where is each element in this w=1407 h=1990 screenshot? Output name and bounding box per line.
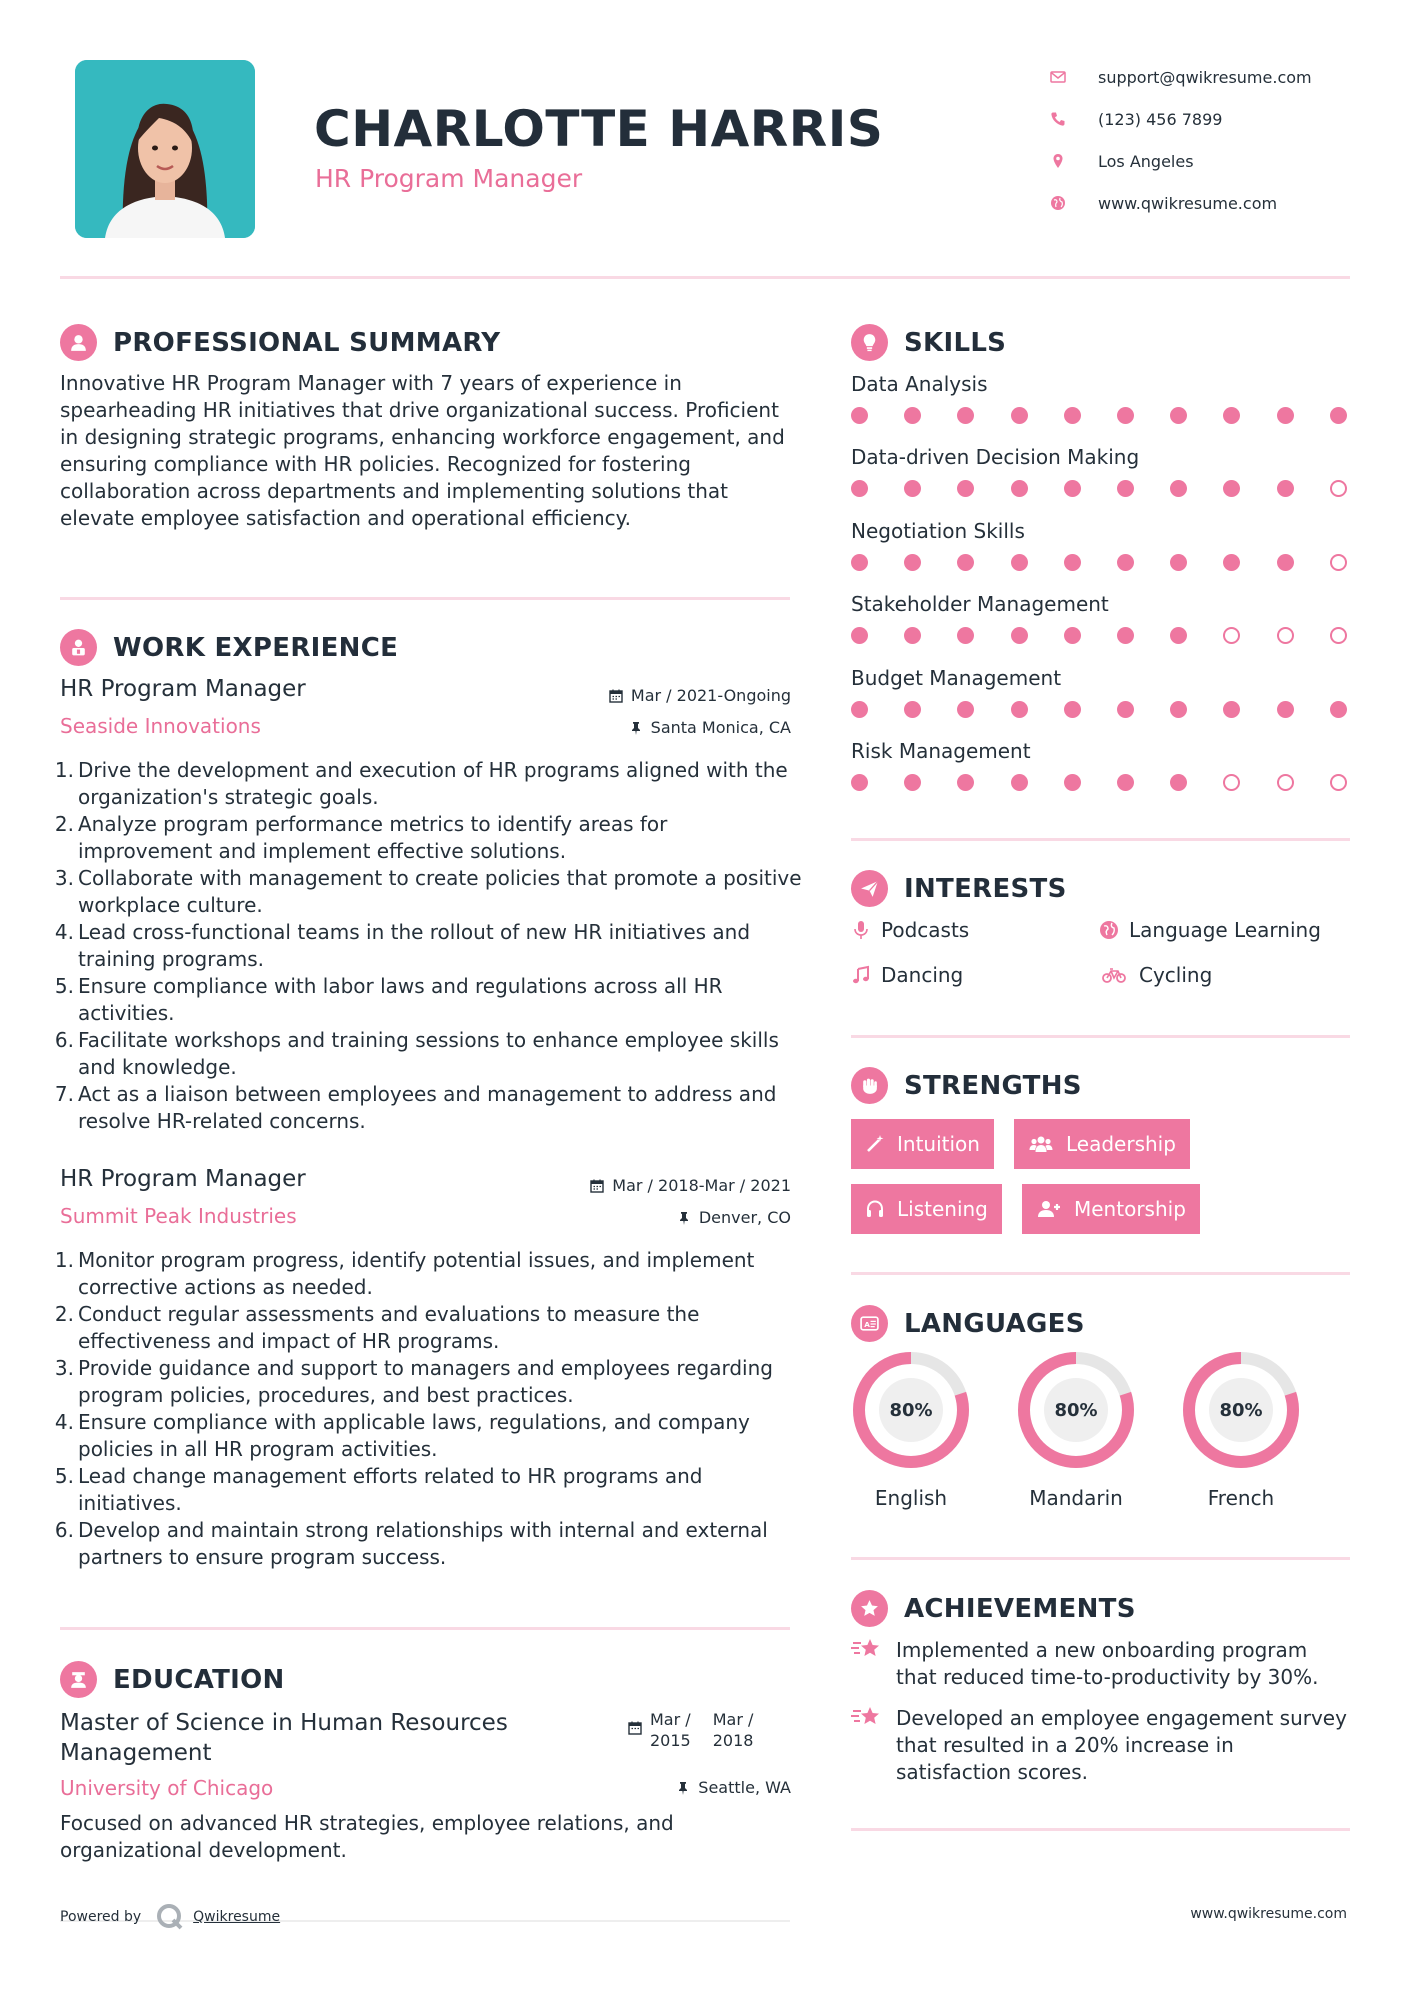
skill-rating: [851, 407, 1341, 427]
strength-listening: [851, 1184, 1002, 1234]
skill-row: [851, 519, 1351, 549]
education-description: Focused on advanced HR strategies, employee relations, and organizational development.: [60, 1811, 674, 1862]
rating-dot-filled: [1117, 774, 1134, 791]
section-summary-title: [60, 324, 500, 361]
skill-rating: [851, 554, 1341, 574]
calendar-icon: [590, 1179, 604, 1193]
rating-dot-filled: [1064, 554, 1081, 571]
achievements-divider: [851, 1828, 1350, 1831]
phone-icon: [1050, 111, 1066, 127]
language-name: Mandarin: [1029, 1486, 1123, 1510]
svg-text:A: A: [864, 1320, 870, 1330]
interest-podcasts-label: Podcasts: [881, 918, 970, 942]
contact-list: [1050, 56, 1380, 224]
interest-podcasts: [851, 918, 969, 942]
language-item: [1016, 1350, 1136, 1510]
job-1-location: [629, 718, 791, 737]
job-2-company: Summit Peak Industries: [60, 1204, 297, 1228]
magic-wand-icon: [865, 1134, 885, 1154]
language-item: [1181, 1350, 1301, 1510]
rating-dot-filled: [957, 407, 974, 424]
section-strengths-title: [851, 1067, 1082, 1104]
strength-listening-label: Listening: [897, 1197, 988, 1221]
summary-divider: [60, 597, 790, 600]
headphones-icon: [865, 1199, 885, 1219]
qwikresume-logo-icon: [155, 1902, 185, 1932]
section-strengths-label: STRENGTHS: [904, 1070, 1082, 1101]
job-2-title: HR Program Manager: [60, 1166, 306, 1192]
rating-dot-empty: [1223, 774, 1240, 791]
rating-dot-filled: [957, 480, 974, 497]
candidate-role: HR Program Manager: [315, 164, 583, 193]
rating-dot-filled: [1064, 480, 1081, 497]
education-degree: Master of Science in Human Resources Management: [60, 1710, 508, 1766]
contact-website-text: www.qwikresume.com: [1098, 193, 1278, 213]
interest-dancing-label: Dancing: [881, 963, 964, 987]
rating-dot-filled: [1170, 480, 1187, 497]
rating-dot-filled: [1064, 701, 1081, 718]
contact-website[interactable]: [1050, 182, 1380, 224]
globe-icon: [1050, 195, 1066, 211]
language-progress-ring: [851, 1350, 971, 1470]
language-percent: 80%: [1054, 1399, 1098, 1421]
pushpin-icon: [629, 721, 643, 735]
section-skills-label: SKILLS: [904, 327, 1007, 358]
header-divider: [60, 276, 1350, 279]
mail-icon: [1050, 69, 1066, 85]
rating-dot-filled: [1170, 554, 1187, 571]
contact-email[interactable]: [1050, 56, 1380, 98]
skill-rating: [851, 627, 1341, 647]
achievement-2-text: Developed an employee engagement survey that resulted in a 20% increase in satisfaction scores.: [896, 1706, 1347, 1784]
language-name: French: [1207, 1486, 1275, 1510]
list-item: 2. Conduct regular assessments and evaluations to measure the effectiveness and impact of HR programs.: [54, 1302, 700, 1353]
rating-dot-empty: [1330, 774, 1347, 791]
section-skills-title: [851, 324, 1006, 361]
rating-dot-filled: [957, 701, 974, 718]
contact-email-text: support@qwikresume.com: [1098, 67, 1312, 87]
user-icon: [60, 324, 97, 361]
section-achievements-label: ACHIEVEMENTS: [904, 1593, 1136, 1624]
rating-dot-filled: [904, 774, 921, 791]
language-progress-ring: [1016, 1350, 1136, 1470]
powered-by: [60, 1902, 280, 1932]
list-item: 7. Act as a liaison between employees and management to address and resolve HR-related concerns.: [54, 1082, 777, 1133]
rating-dot-filled: [1117, 554, 1134, 571]
rating-dot-filled: [957, 554, 974, 571]
rating-dot-empty: [1223, 627, 1240, 644]
contact-location-text: Los Angeles: [1098, 151, 1194, 171]
rating-dot-filled: [851, 627, 868, 644]
contact-location: [1050, 140, 1380, 182]
briefcase-user-icon: [60, 629, 97, 666]
achievement-1: [851, 1637, 1351, 1691]
strength-intuition-label: Intuition: [897, 1132, 980, 1156]
languages-divider: [851, 1557, 1350, 1560]
location-pin-icon: [1050, 153, 1066, 169]
rating-dot-filled: [904, 701, 921, 718]
section-experience-title: [60, 629, 398, 666]
language-item: [851, 1350, 971, 1510]
contact-phone-text: (123) 456 7899: [1098, 109, 1223, 129]
avatar: [75, 60, 255, 238]
rating-dot-filled: [1117, 480, 1134, 497]
music-note-icon: [851, 965, 871, 985]
language-percent: 80%: [889, 1399, 933, 1421]
skill-name: Negotiation Skills: [851, 518, 1025, 543]
education-start-year: 2015: [650, 1731, 691, 1750]
section-interests-label: INTERESTS: [904, 873, 1067, 904]
rating-dot-filled: [851, 407, 868, 424]
footer-url[interactable]: www.qwikresume.com: [1190, 1906, 1347, 1922]
rating-dot-filled: [851, 774, 868, 791]
bicycle-icon: [1099, 965, 1129, 985]
section-languages-label: LANGUAGES: [904, 1308, 1085, 1339]
rating-dot-empty: [1330, 480, 1347, 497]
strength-mentorship-label: Mentorship: [1074, 1197, 1186, 1221]
rating-dot-filled: [1330, 407, 1347, 424]
interest-cycling-label: Cycling: [1139, 963, 1213, 987]
section-education-title: [60, 1661, 285, 1698]
strengths-divider: [851, 1272, 1350, 1275]
powered-by-label: Powered by: [60, 1909, 142, 1925]
rating-dot-filled: [1170, 701, 1187, 718]
rating-dot-filled: [851, 701, 868, 718]
skill-name: Stakeholder Management: [851, 592, 1109, 617]
rating-dot-filled: [1011, 774, 1028, 791]
rating-dot-filled: [1223, 480, 1240, 497]
graduate-icon: [60, 1661, 97, 1698]
job-2-dates: [590, 1176, 791, 1195]
rating-dot-empty: [1277, 774, 1294, 791]
education-location: [676, 1778, 791, 1797]
list-item: 1. Monitor program progress, identify potential issues, and implement corrective actions as needed.: [54, 1248, 755, 1299]
list-item: 6. Facilitate workshops and training sessions to enhance employee skills and knowledge.: [54, 1028, 779, 1079]
strength-leadership: [1014, 1119, 1190, 1169]
skill-name: Risk Management: [851, 739, 1031, 763]
experience-divider: [60, 1627, 790, 1630]
calendar-icon: [609, 689, 623, 703]
list-item: 2. Analyze program performance metrics to identify areas for improvement and implement effective solutions.: [54, 812, 668, 863]
rating-dot-filled: [1223, 701, 1240, 718]
job-2-location-text: Denver, CO: [698, 1208, 791, 1227]
list-item: 3. Provide guidance and support to managers and employees regarding program policies, procedures, and best practices.: [54, 1356, 773, 1407]
lightbulb-icon: [851, 324, 888, 361]
skill-row: [851, 739, 1351, 769]
rating-dot-filled: [1064, 774, 1081, 791]
rating-dot-filled: [1170, 774, 1187, 791]
skill-row: [851, 592, 1351, 622]
list-item: 6. Develop and maintain strong relationships with internal and external partners to ensure program success.: [54, 1518, 768, 1569]
candidate-name: CHARLOTTE HARRIS: [314, 100, 884, 158]
rating-dot-filled: [1011, 480, 1028, 497]
rating-dot-empty: [1277, 627, 1294, 644]
rating-dot-filled: [1064, 627, 1081, 644]
job-1-bullets: [52, 757, 802, 1135]
job-1-dates-text: Mar / 2021-Ongoing: [630, 686, 791, 705]
job-1-title: HR Program Manager: [60, 676, 306, 702]
skill-name: Data-driven Decision Making: [851, 445, 1140, 470]
skill-rating: [851, 480, 1341, 500]
rating-dot-filled: [957, 774, 974, 791]
star-badge-icon: [851, 1590, 888, 1627]
section-languages-title: [851, 1305, 1085, 1342]
list-item: 3. Collaborate with management to create policies that promote a positive workplace culture.: [54, 866, 802, 917]
language-card-icon: [851, 1305, 888, 1342]
rating-dot-filled: [957, 627, 974, 644]
achievement-1-text: Implemented a new onboarding program that reduced time-to-productivity by 30%.: [896, 1638, 1319, 1689]
rating-dot-empty: [1330, 554, 1347, 571]
contact-phone[interactable]: [1050, 98, 1380, 140]
rating-dot-filled: [904, 627, 921, 644]
list-item: 5. Ensure compliance with labor laws and regulations across all HR activities.: [54, 974, 723, 1025]
skill-row: [851, 372, 1351, 402]
add-user-icon: [1036, 1199, 1062, 1219]
rating-dot-filled: [1330, 701, 1347, 718]
rating-dot-filled: [1277, 407, 1294, 424]
job-1-location-text: Santa Monica, CA: [650, 718, 791, 737]
microphone-icon: [851, 920, 871, 940]
interest-cycling: [1099, 963, 1212, 987]
summary-text: Innovative HR Program Manager with 7 years of experience in spearheading HR initiatives that drive organizational success. Proficient in designing strategic programs, enhancing workforce engagement, and ensuring compliance with HR policies. Recognized for fostering collaboration across departments and implementing solutions that elevate employee satisfaction and operational efficiency.: [60, 371, 785, 530]
education-end-year: 2018: [712, 1731, 754, 1750]
list-item: 5. Lead change management efforts related to HR programs and initiatives.: [54, 1464, 703, 1515]
education-end-month: Mar /: [712, 1710, 754, 1729]
job-1-dates: [609, 686, 791, 705]
strength-leadership-label: Leadership: [1066, 1132, 1176, 1156]
rating-dot-empty: [1330, 627, 1347, 644]
rating-dot-filled: [851, 480, 868, 497]
calendar-icon: [628, 1721, 642, 1735]
rating-dot-filled: [1277, 554, 1294, 571]
rating-dot-filled: [1011, 554, 1028, 571]
paper-plane-icon: [851, 870, 888, 907]
rating-dot-filled: [1011, 407, 1028, 424]
pushpin-icon: [676, 1781, 690, 1795]
fist-icon: [851, 1067, 888, 1104]
qwikresume-link[interactable]: Qwikresume: [193, 1909, 281, 1925]
education-start-month: Mar /: [650, 1710, 691, 1729]
section-education-label: EDUCATION: [113, 1664, 285, 1695]
achievement-2: [851, 1705, 1351, 1786]
interest-dancing: [851, 963, 963, 987]
strength-intuition: [851, 1119, 994, 1169]
list-item: 1. Drive the development and execution of HR programs aligned with the organization's strategic goals.: [54, 758, 788, 809]
rating-dot-filled: [1170, 627, 1187, 644]
strength-mentorship: [1022, 1184, 1200, 1234]
globe-icon: [1099, 920, 1119, 940]
section-interests-title: [851, 870, 1067, 907]
rating-dot-filled: [1117, 701, 1134, 718]
education-dates: [628, 1709, 753, 1751]
job-1-company: Seaside Innovations: [60, 714, 261, 738]
pushpin-icon: [677, 1211, 691, 1225]
rating-dot-filled: [1117, 627, 1134, 644]
rating-dot-filled: [1277, 480, 1294, 497]
rating-dot-filled: [1117, 407, 1134, 424]
interest-language-learning: [1099, 918, 1321, 942]
language-name: English: [874, 1486, 948, 1510]
job-2-location: [677, 1208, 791, 1227]
section-summary-label: PROFESSIONAL SUMMARY: [113, 327, 501, 358]
rating-dot-filled: [1223, 407, 1240, 424]
group-icon: [1028, 1134, 1054, 1154]
skills-divider: [851, 838, 1350, 841]
rating-dot-filled: [904, 554, 921, 571]
star-icon: [851, 1637, 881, 1664]
skill-rating: [851, 701, 1341, 721]
star-icon: [851, 1705, 881, 1732]
list-item: 4. Lead cross-functional teams in the rollout of new HR initiatives and training programs.: [54, 920, 751, 971]
skill-row: [851, 445, 1351, 475]
rating-dot-filled: [1170, 407, 1187, 424]
job-2-dates-text: Mar / 2018-Mar / 2021: [612, 1176, 791, 1195]
rating-dot-filled: [1011, 701, 1028, 718]
rating-dot-filled: [851, 554, 868, 571]
interests-divider: [851, 1035, 1350, 1038]
rating-dot-filled: [1011, 627, 1028, 644]
skill-name: Data Analysis: [851, 372, 988, 396]
skill-name: Budget Management: [851, 665, 1062, 690]
education-start: [650, 1709, 691, 1751]
profile-photo: [75, 60, 255, 238]
education-location-text: Seattle, WA: [698, 1778, 791, 1797]
section-achievements-title: [851, 1590, 1136, 1627]
skill-row: [851, 666, 1351, 696]
rating-dot-filled: [1064, 407, 1081, 424]
section-experience-label: WORK EXPERIENCE: [113, 632, 399, 663]
rating-dot-filled: [1277, 701, 1294, 718]
rating-dot-filled: [904, 407, 921, 424]
rating-dot-filled: [1223, 554, 1240, 571]
education-end: [713, 1709, 754, 1751]
job-2-bullets: [52, 1247, 802, 1571]
rating-dot-filled: [904, 480, 921, 497]
education-school: University of Chicago: [60, 1776, 274, 1800]
list-item: 4. Ensure compliance with applicable laws, regulations, and company policies in all HR program activities.: [54, 1410, 750, 1461]
language-percent: 80%: [1219, 1399, 1263, 1421]
interest-language-learning-label: Language Learning: [1129, 918, 1321, 942]
language-progress-ring: [1181, 1350, 1301, 1470]
skill-rating: [851, 774, 1341, 794]
